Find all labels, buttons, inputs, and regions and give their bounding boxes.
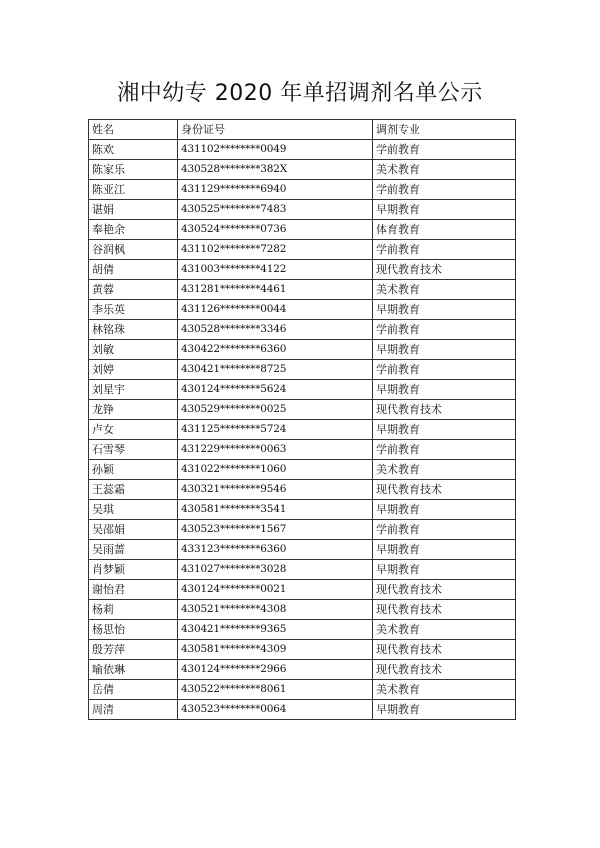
cell-major: 早期教育 [373,380,516,400]
cell-name: 吴雨蔷 [89,540,178,560]
cell-major: 早期教育 [373,500,516,520]
cell-name: 陈欢 [89,140,178,160]
page-title: 湘中幼专 2020 年单招调剂名单公示 [117,81,483,106]
table-row [89,360,516,380]
cell-name: 吴琪 [89,500,178,520]
cell-major: 学前教育 [373,520,516,540]
table-row [89,320,516,340]
cell-major: 早期教育 [373,420,516,440]
table-row [89,380,516,400]
cell-name: 谌娟 [89,200,178,220]
list-table [88,119,516,720]
cell-name: 奉艳余 [89,220,178,240]
header-major: 调剂专业 [373,120,516,140]
cell-major: 美术教育 [373,460,516,480]
cell-id-number: 430581********3541 [178,500,373,520]
header-name: 姓名 [89,120,178,140]
cell-major: 美术教育 [373,160,516,180]
table-row [89,220,516,240]
cell-major: 早期教育 [373,300,516,320]
cell-major: 学前教育 [373,360,516,380]
cell-name: 陈亚江 [89,180,178,200]
table-row [89,200,516,220]
table-row [89,340,516,360]
table-row [89,600,516,620]
cell-id-number: 431003********4122 [178,260,373,280]
table-row [89,580,516,600]
cell-name: 刘敏 [89,340,178,360]
table-row [89,280,516,300]
cell-id-number: 430525********7483 [178,200,373,220]
cell-major: 学前教育 [373,320,516,340]
cell-name: 李乐英 [89,300,178,320]
cell-id-number: 430528********382X [178,160,373,180]
table-row [89,680,516,700]
cell-id-number: 430523********0064 [178,700,373,720]
cell-name: 肖梦颖 [89,560,178,580]
cell-major: 早期教育 [373,540,516,560]
cell-major: 早期教育 [373,700,516,720]
cell-id-number: 431102********0049 [178,140,373,160]
cell-major: 早期教育 [373,340,516,360]
cell-name: 谢怡君 [89,580,178,600]
table-row [89,400,516,420]
cell-major: 现代教育技术 [373,400,516,420]
cell-major: 美术教育 [373,620,516,640]
cell-id-number: 430522********8061 [178,680,373,700]
table-row [89,500,516,520]
table-row [89,640,516,660]
cell-major: 现代教育技术 [373,640,516,660]
cell-id-number: 430421********8725 [178,360,373,380]
table-row [89,620,516,640]
cell-id-number: 431129********6940 [178,180,373,200]
cell-name: 殷芳萍 [89,640,178,660]
cell-id-number: 433123********6360 [178,540,373,560]
cell-major: 现代教育技术 [373,660,516,680]
cell-major: 学前教育 [373,240,516,260]
cell-id-number: 431125********5724 [178,420,373,440]
cell-id-number: 430528********3346 [178,320,373,340]
table-header-row [89,120,516,140]
cell-major: 体育教育 [373,220,516,240]
cell-id-number: 431022********1060 [178,460,373,480]
cell-major: 现代教育技术 [373,600,516,620]
cell-name: 孙颖 [89,460,178,480]
cell-id-number: 430529********0025 [178,400,373,420]
cell-name: 吴邵娟 [89,520,178,540]
cell-name: 岳倩 [89,680,178,700]
cell-name: 刘婷 [89,360,178,380]
cell-id-number: 431126********0044 [178,300,373,320]
cell-name: 喻依琳 [89,660,178,680]
cell-name: 谷润枫 [89,240,178,260]
cell-id-number: 430524********0736 [178,220,373,240]
table-row [89,660,516,680]
table-row [89,140,516,160]
table-row [89,180,516,200]
table-body [89,120,516,720]
cell-major: 现代教育技术 [373,260,516,280]
cell-name: 石雪琴 [89,440,178,460]
table-row [89,700,516,720]
cell-id-number: 430523********1567 [178,520,373,540]
cell-name: 陈家乐 [89,160,178,180]
cell-major: 现代教育技术 [373,580,516,600]
cell-name: 杨莉 [89,600,178,620]
header-id-number: 身份证号 [178,120,373,140]
cell-major: 学前教育 [373,180,516,200]
table-row [89,420,516,440]
cell-major: 学前教育 [373,440,516,460]
table-row [89,300,516,320]
cell-name: 胡倩 [89,260,178,280]
cell-name: 卢女 [89,420,178,440]
cell-id-number: 430124********2966 [178,660,373,680]
cell-id-number: 430421********9365 [178,620,373,640]
cell-name: 杨思怡 [89,620,178,640]
cell-id-number: 430581********4309 [178,640,373,660]
table-row [89,240,516,260]
table-row [89,520,516,540]
cell-name: 周清 [89,700,178,720]
cell-id-number: 431229********0063 [178,440,373,460]
table-row [89,160,516,180]
cell-name: 龙铮 [89,400,178,420]
cell-name: 黄蓉 [89,280,178,300]
cell-id-number: 430124********0021 [178,580,373,600]
cell-id-number: 431027********3028 [178,560,373,580]
table-row [89,260,516,280]
table-row [89,560,516,580]
cell-id-number: 431281********4461 [178,280,373,300]
cell-name: 刘星宇 [89,380,178,400]
cell-id-number: 430521********4308 [178,600,373,620]
table-row [89,540,516,560]
cell-major: 早期教育 [373,200,516,220]
cell-id-number: 430321********9546 [178,480,373,500]
cell-name: 王蕊霜 [89,480,178,500]
table-row [89,440,516,460]
cell-major: 美术教育 [373,680,516,700]
cell-major: 现代教育技术 [373,480,516,500]
cell-name: 林铭珠 [89,320,178,340]
cell-id-number: 430124********5624 [178,380,373,400]
cell-id-number: 431102********7282 [178,240,373,260]
cell-major: 早期教育 [373,560,516,580]
cell-major: 美术教育 [373,280,516,300]
cell-major: 学前教育 [373,140,516,160]
cell-id-number: 430422********6360 [178,340,373,360]
table-row [89,480,516,500]
table-row [89,460,516,480]
